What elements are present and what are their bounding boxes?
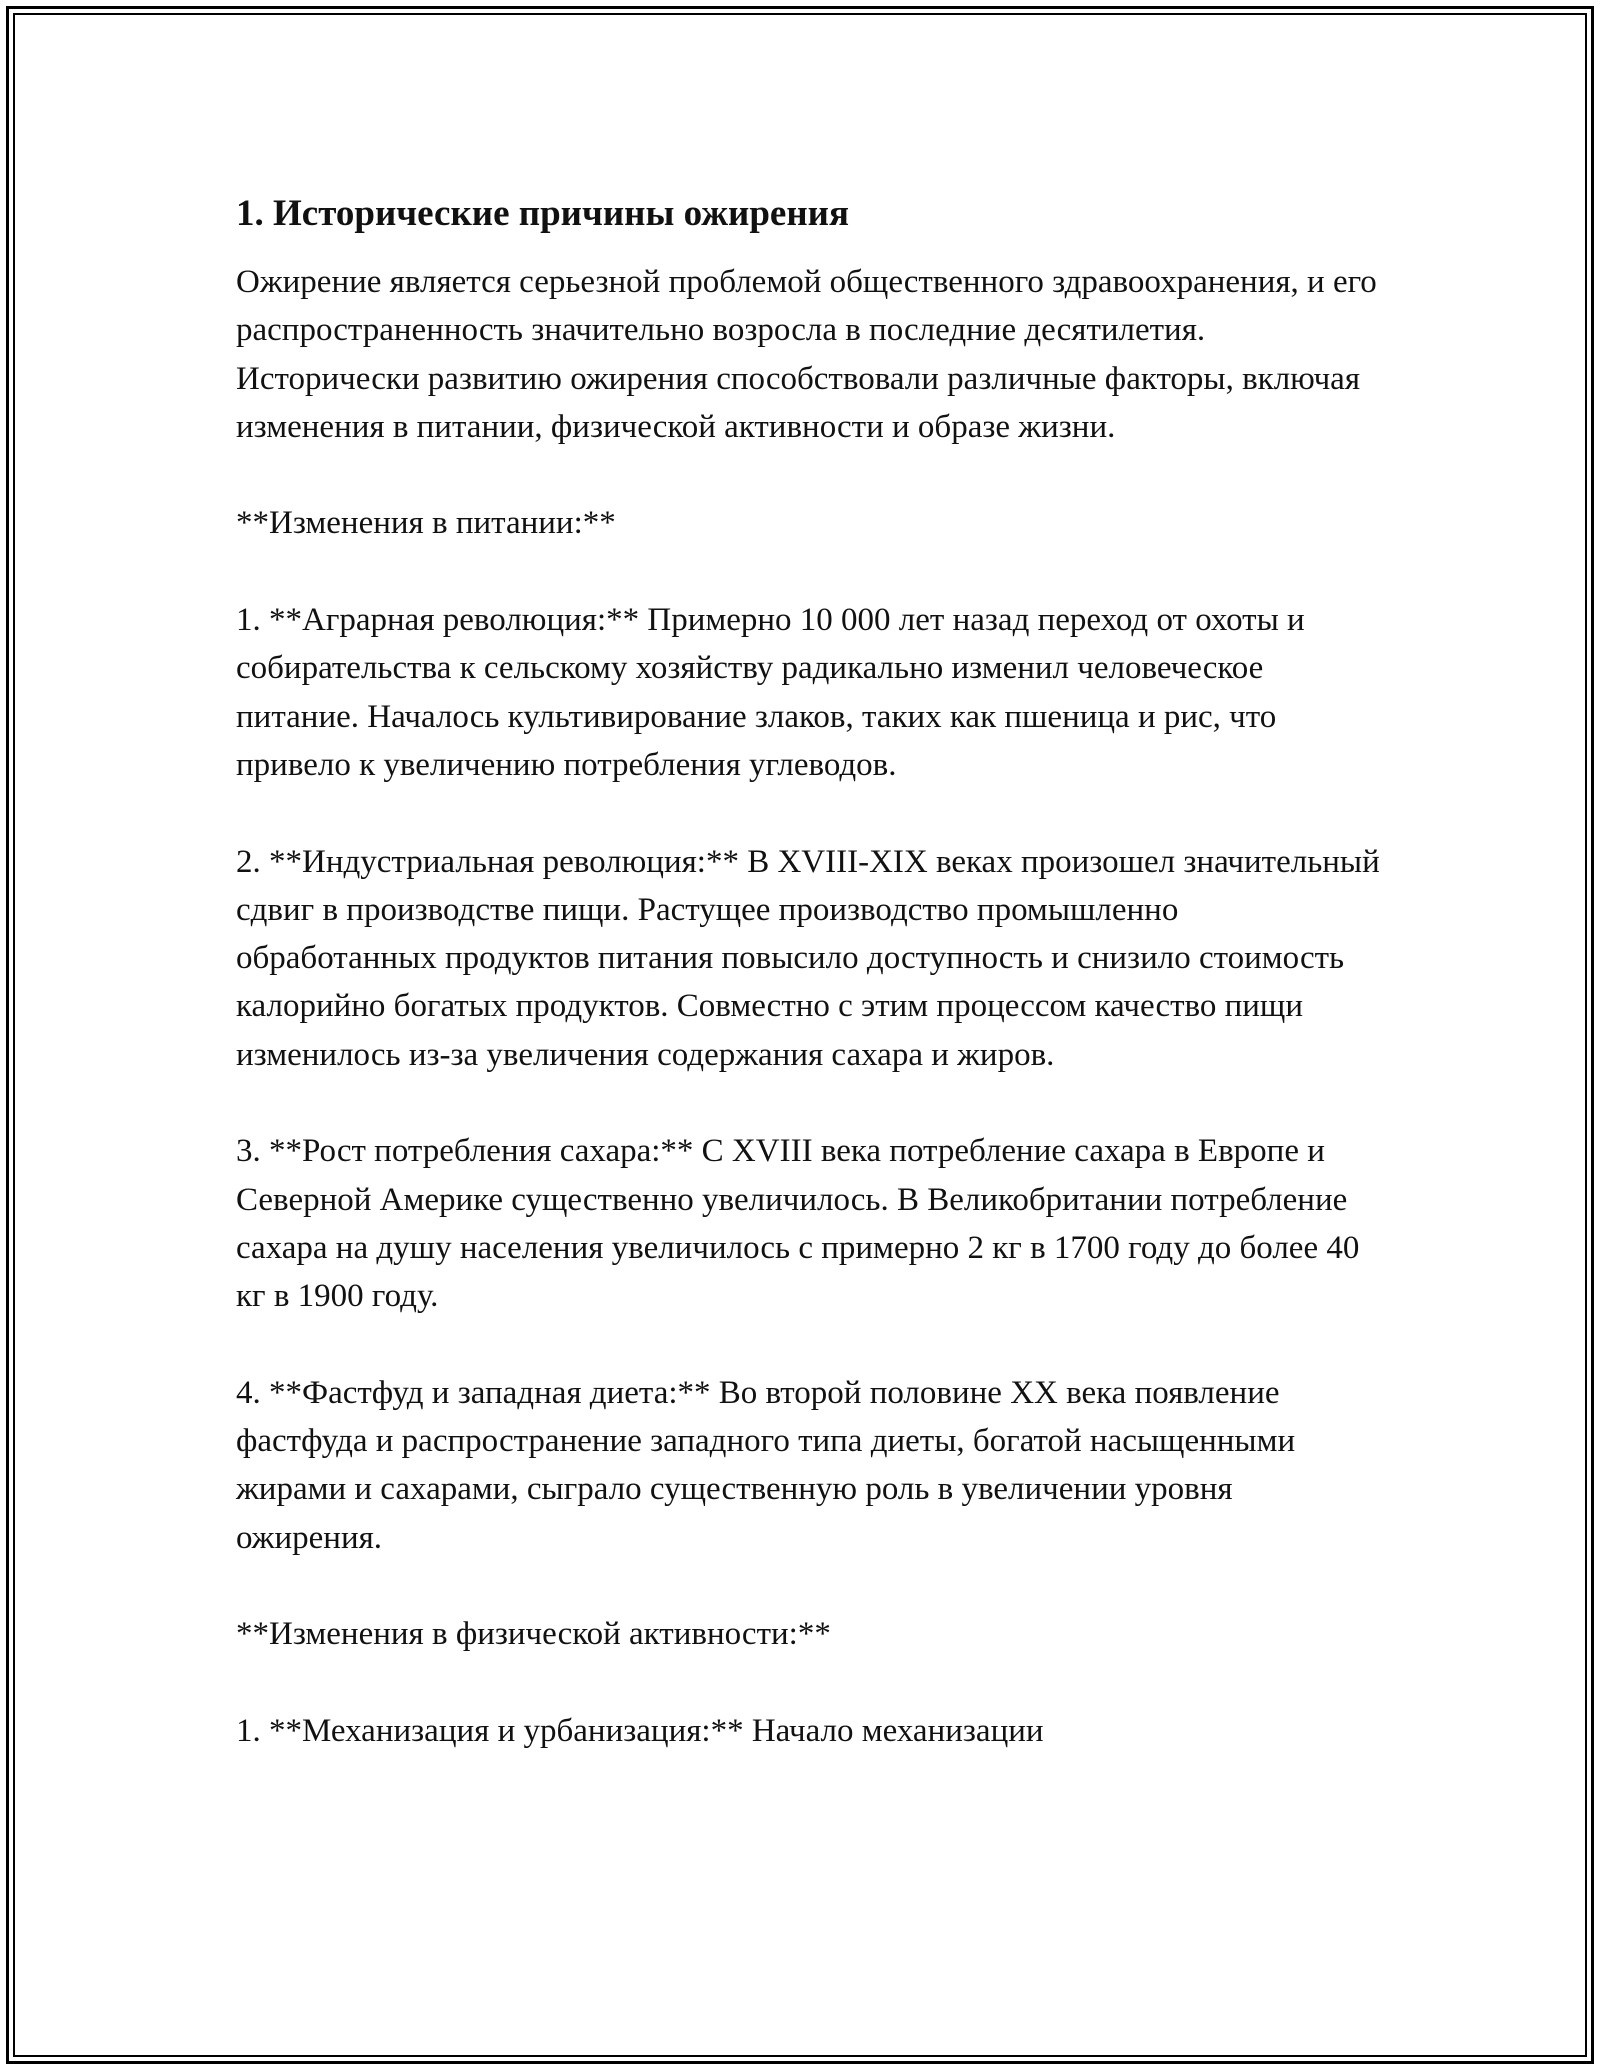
fastfood-paragraph: 4. **Фастфуд и западная диета:** Во второй половине XX века появление фастфуда и распространение западного типа диеты, богатой насыщенными жирами и сахарами, сыграло существенную роль в увеличении уровня ожирения. xyxy=(236,1374,1296,1556)
intro-paragraph: Ожирение является серьезной проблемой общественного здравоохранения, и его распространенность значительно возросла в последние десятилетия. Исторически развитию ожирения способствовали различные факторы, включая изменения в питании, физической активности и образе жизни. xyxy=(236,264,1377,445)
industrial-revolution-paragraph: 2. **Индустриальная революция:** В XVIII-XIX веках произошел значительный сдвиг в производстве пищи. Растущее производство промышленно обработанных продуктов питания повысило доступность и снизило стоимость калорийно богатых продуктов. Совместно с этим процессом качество пищи изменилось из-за увеличения содержания сахара и жиров. xyxy=(236,843,1380,1073)
activity-subheading: **Изменения в физической активности:** xyxy=(236,1616,831,1653)
sugar-consumption-paragraph: 3. **Рост потребления сахара:** С XVIII века потребление сахара в Европе и Северной Америке существенно увеличилось. В Великобритании потребление сахара на душу населения увеличилось с примерно 2 кг в 1700 году до более 40 кг в 1900 году. xyxy=(236,1133,1360,1315)
section-heading: 1. Исторические причины ожирения xyxy=(236,193,849,234)
document-body xyxy=(236,180,1386,1804)
nutrition-subheading: **Изменения в питании:** xyxy=(236,505,616,542)
agrarian-revolution-paragraph: 1. **Аграрная революция:** Примерно 10 000 лет назад переход от охоты и собирательства к сельскому хозяйству радикально изменил человеческое питание. Началось культивирование злаков, таких как пшеница и рис, что привело к увеличению потребления углеводов. xyxy=(236,602,1305,783)
mechanization-paragraph: 1. **Механизация и урбанизация:** Начало механизации xyxy=(236,1712,1044,1749)
